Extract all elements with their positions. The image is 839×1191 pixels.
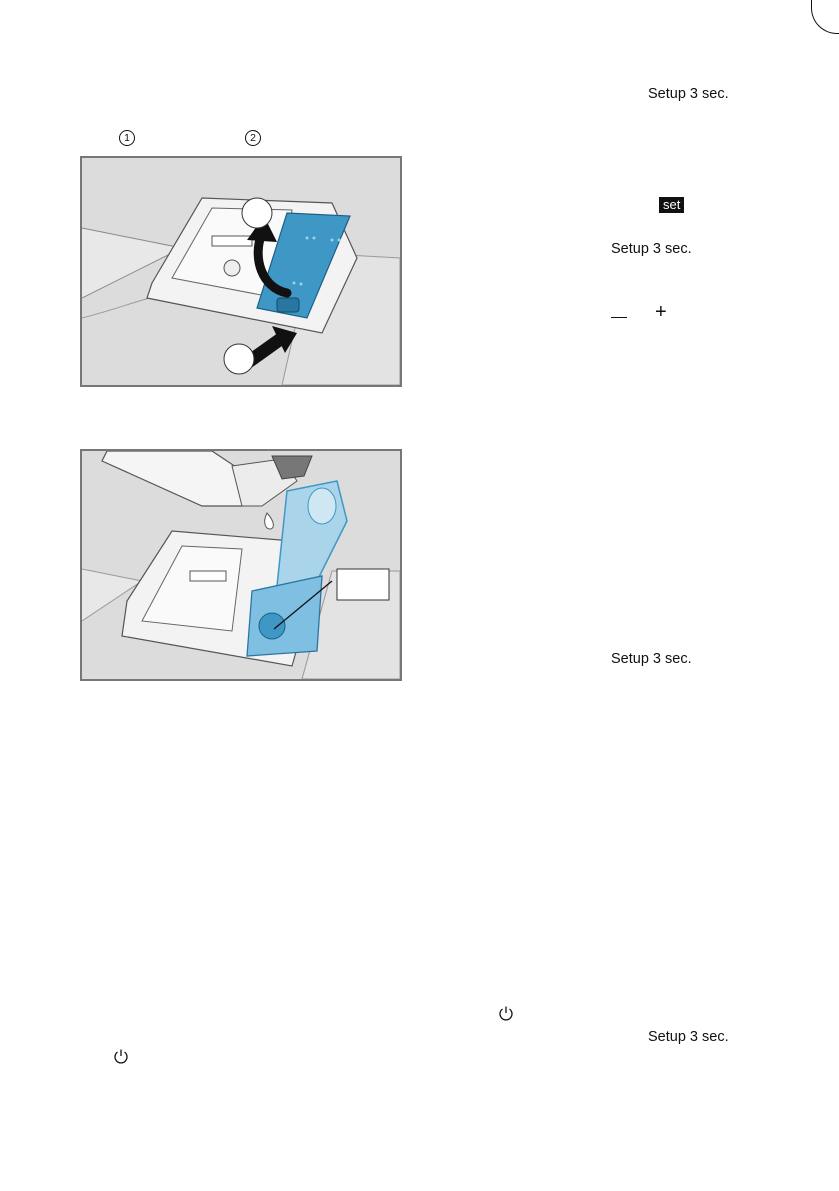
minus-symbol: [611, 317, 627, 319]
setup-hint-lower: Setup 3 sec.: [611, 651, 692, 667]
rinse-aid-fill-illustration: [82, 451, 400, 679]
power-button-secondary[interactable]: [113, 1048, 129, 1069]
page-corner-mark: [811, 0, 839, 34]
callout-label: [335, 567, 387, 598]
minus-button[interactable]: [611, 304, 627, 322]
setup-hint-bottom: Setup 3 sec.: [648, 1029, 729, 1045]
figure-fill-rinse-aid: [80, 449, 402, 681]
step-marker-2-number: 2: [245, 130, 261, 146]
step-marker-1: [119, 128, 135, 146]
plus-button[interactable]: +: [655, 301, 667, 323]
power-button[interactable]: [498, 1005, 514, 1026]
step-marker-2: [245, 128, 261, 146]
figure-open-compartment: [80, 156, 402, 387]
setup-hint-top: Setup 3 sec.: [648, 86, 729, 102]
power-icon: [498, 1005, 514, 1021]
dishwasher-dispenser-illustration: [82, 158, 400, 385]
set-display: set: [659, 197, 684, 213]
step-marker-1-number: 1: [119, 130, 135, 146]
setup-hint-mid: Setup 3 sec.: [611, 241, 692, 257]
power-icon: [113, 1048, 129, 1064]
